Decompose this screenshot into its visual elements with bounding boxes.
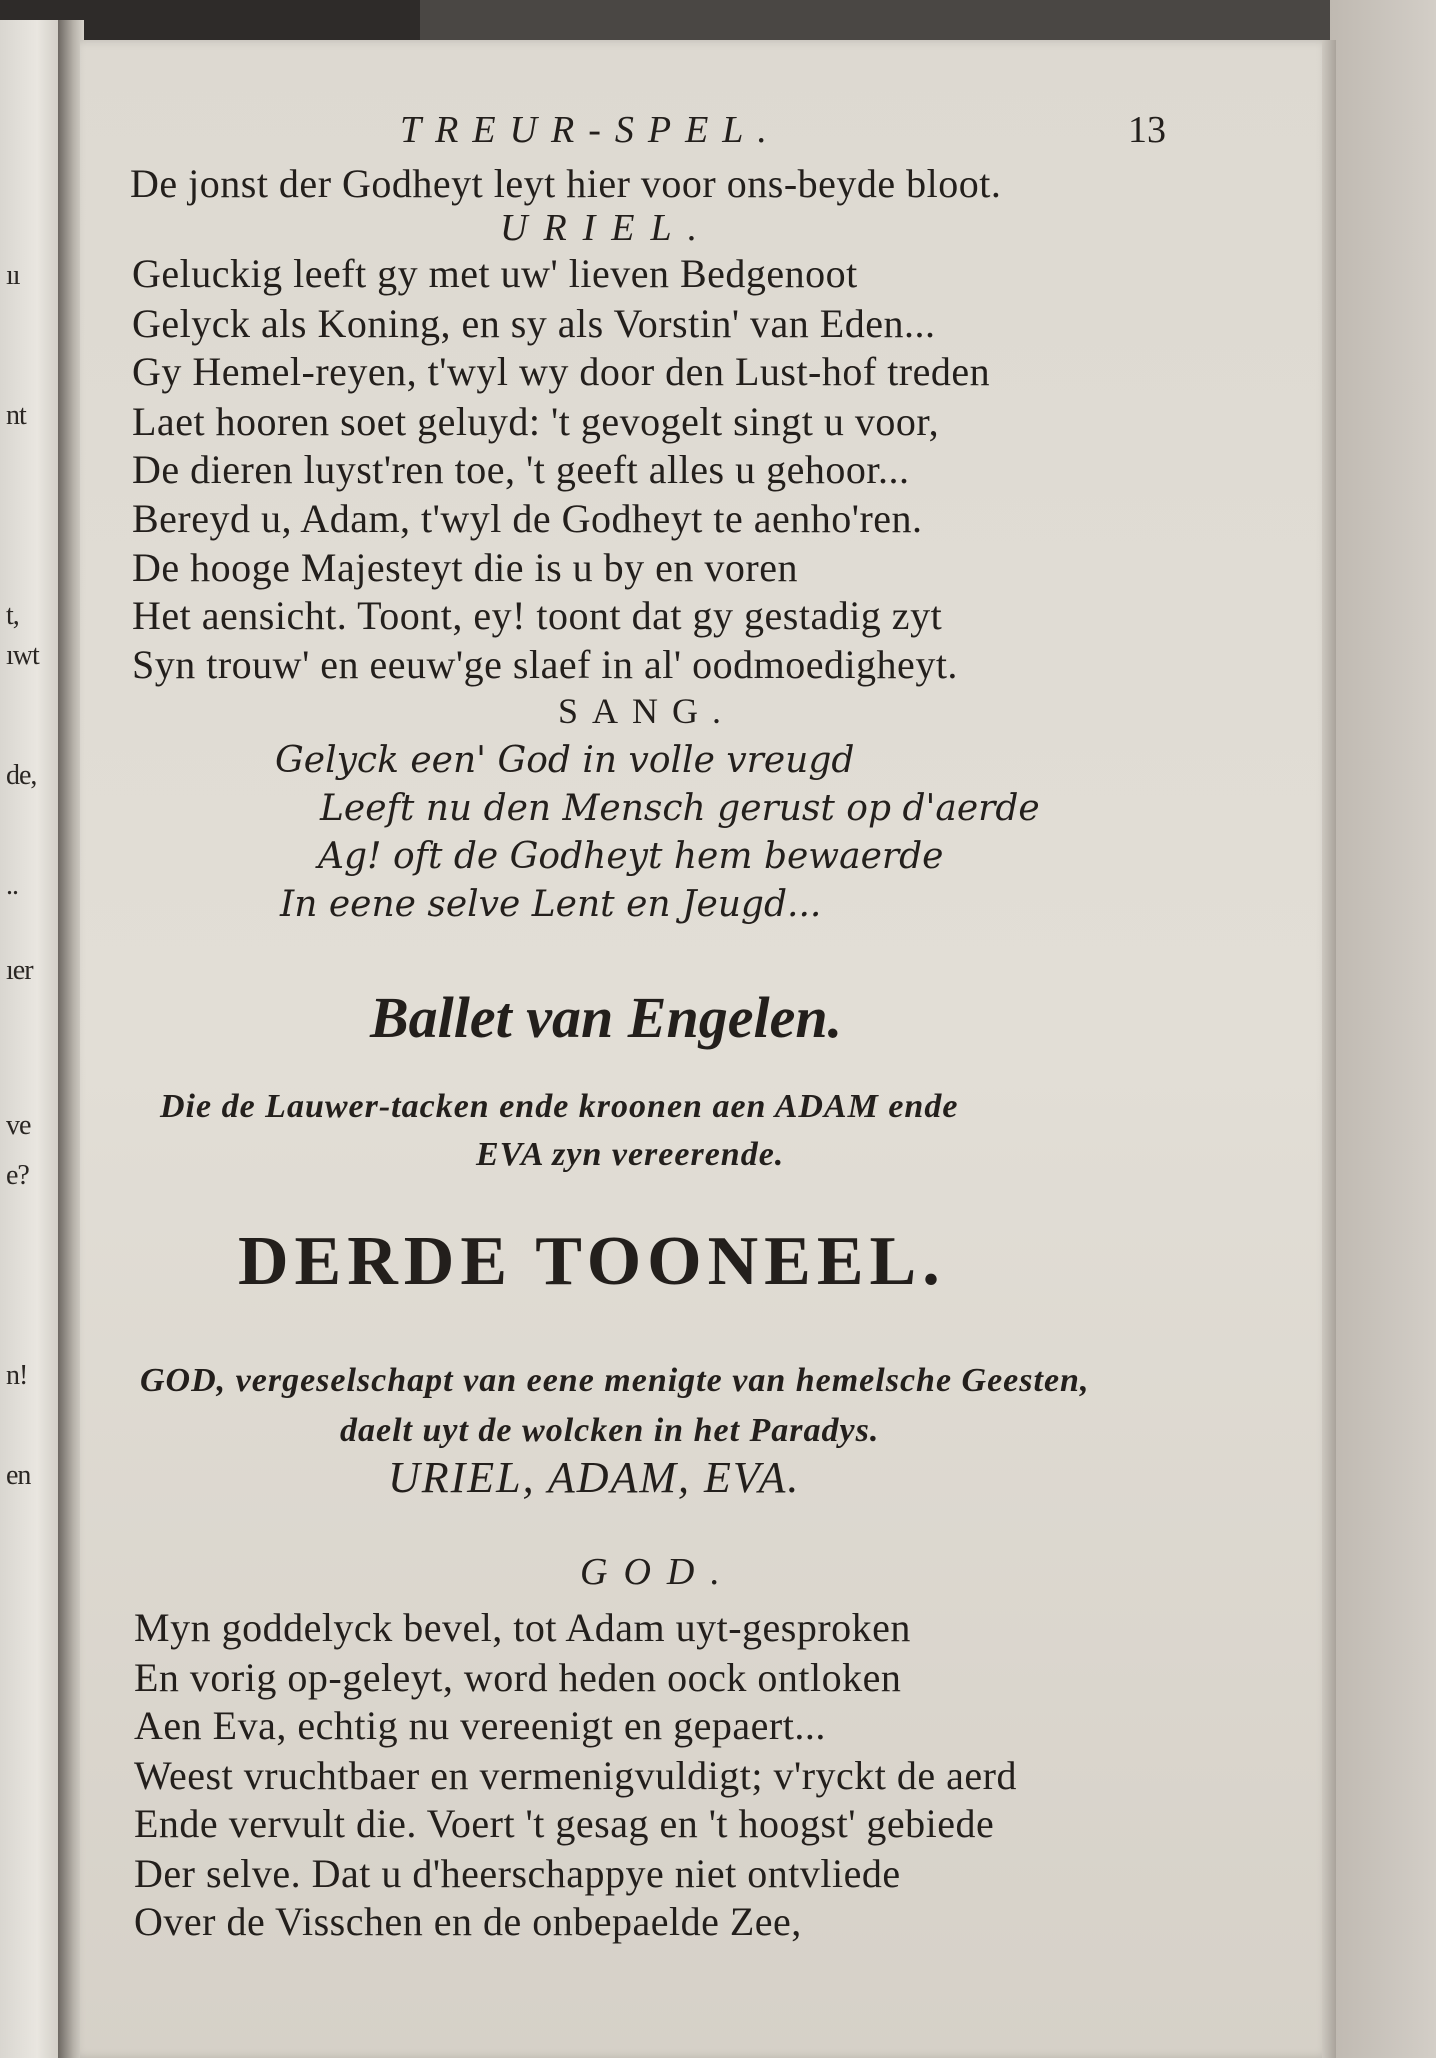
verse-line: Ende vervult die. Voert 't gesag en 't hoogst' gebiede (134, 1801, 995, 1846)
page-edge (1322, 40, 1336, 2058)
facing-page-fragment: ıer (6, 955, 33, 986)
speaker-name: URIEL. (500, 207, 714, 249)
verse-line: Het aensicht. Toont, ey! toont dat gy gestadig zyt (132, 593, 943, 638)
verse-line: Myn goddelyck bevel, tot Adam uyt-gesproken (134, 1605, 911, 1650)
song-line: Leeft nu den Mensch gerust op d'aerde (320, 788, 1040, 829)
verse-line: De dieren luyst'ren toe, 't geeft alles u gehoor... (132, 447, 910, 492)
verse-line: Der selve. Dat u d'heerschappye niet ontvliede (134, 1851, 901, 1896)
facing-page-fragment: de, (6, 760, 37, 791)
verse-line: Gy Hemel-reyen, t'wyl wy door den Lust-hof treden (132, 349, 991, 394)
facing-page-fragment: t, (6, 600, 19, 631)
verse-line: Weest vruchtbaer en vermenigvuldigt; v'ryckt de aerd (134, 1753, 1017, 1798)
facing-page-fragment: nt (6, 400, 26, 431)
facing-page-fragment: e? (6, 1160, 29, 1191)
facing-page-fragment: n! (6, 1360, 28, 1391)
song-heading: SANG. (558, 691, 736, 731)
verse-line: En vorig op-geleyt, word heden oock ontloken (134, 1655, 902, 1700)
verse-line: Gelyck als Koning, en sy als Vorstin' van Eden... (132, 301, 936, 346)
ballet-heading: Ballet van Engelen. (370, 985, 843, 1050)
facing-page-fragment: ıwt (6, 640, 39, 671)
facing-page-fragment: .. (6, 870, 18, 901)
verse-line: Laet hooren soet geluyd: 't gevogelt singt u voor, (132, 399, 940, 444)
facing-page-fragment: ıı (6, 260, 20, 291)
verse-line: De hooge Majesteyt die is u by en voren (132, 545, 799, 590)
verse-line: Bereyd u, Adam, t'wyl de Godheyt te aenho'ren. (132, 496, 923, 541)
verse-line: Syn trouw' en eeuw'ge slaef in al' oodmoedigheyt. (132, 642, 958, 687)
verse-line: Aen Eva, echtig nu vereenigt en gepaert... (134, 1703, 826, 1748)
facing-page-fragment: ve (6, 1110, 31, 1141)
stage-direction: GOD, vergeselschapt van eene menigte van hemelsche Geesten, (140, 1362, 1090, 1399)
song-line: Gelyck een' God in volle vreugd (275, 740, 855, 781)
song-line: In eene selve Lent en Jeugd... (280, 884, 822, 925)
verse-line: Geluckig leeft gy met uw' lieven Bedgenoot (132, 251, 858, 296)
verse-line: Over de Visschen en de onbepaelde Zee, (134, 1899, 802, 1944)
verse-line: De jonst der Godheyt leyt hier voor ons-beyde bloot. (130, 161, 1002, 206)
character-list: URIEL, ADAM, EVA. (388, 1453, 801, 1502)
facing-page (0, 20, 64, 2058)
page-number: 13 (1128, 109, 1166, 151)
speaker-name: GOD. (580, 1551, 736, 1593)
stage-direction: daelt uyt de wolcken in het Paradys. (340, 1412, 880, 1449)
background-surface (1330, 0, 1436, 2058)
ballet-description: Die de Lauwer-tacken ende kroonen aen ADAM ende (160, 1088, 959, 1125)
song-line: Ag! oft de Godheyt hem bewaerde (318, 836, 944, 877)
facing-page-fragment: en (6, 1460, 31, 1491)
ballet-description: EVA zyn vereerende. (476, 1136, 785, 1173)
scene-title: DERDE TOONEEL. (238, 1223, 946, 1300)
running-title: TREUR-SPEL. (400, 109, 781, 151)
